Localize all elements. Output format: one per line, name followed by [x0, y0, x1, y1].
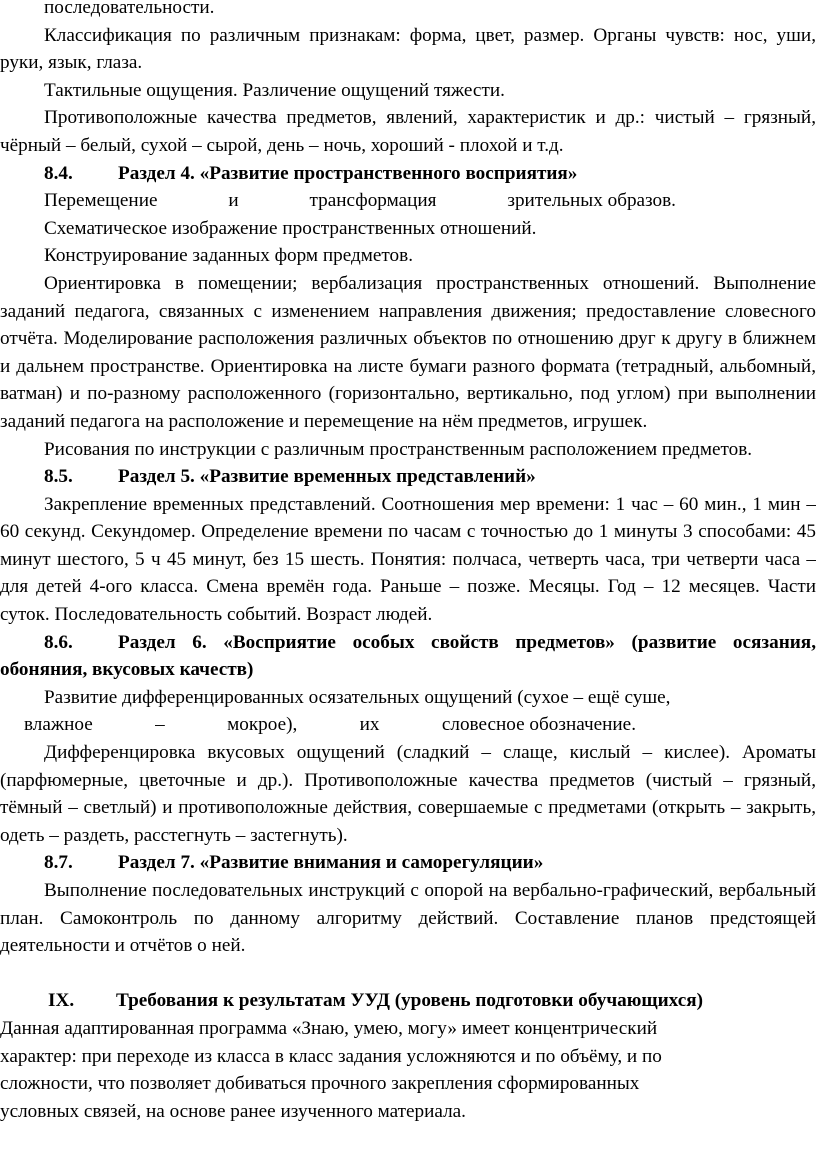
paragraph-opposites: Противоположные качества предметов, явлений, характеристик и др.: чистый – грязный, чёрный – белый, сухой – сырой, день – ночь, хороший - плохой и т.д. [0, 107, 816, 156]
paragraph-tactile-diff: Развитие дифференцированных осязательных ощущений (сухое – ещё суше, [44, 686, 671, 708]
paragraph-classification: Классификация по различным признакам: форма, цвет, размер. Органы чувств: нос, уши, руки, язык, глаза. [0, 24, 816, 74]
section-title: Требования к результатам УУД (уровень подготовки обучающихся) [116, 990, 703, 1012]
word: Перемещение [44, 190, 158, 212]
section-heading-8-7 [0, 849, 816, 877]
section-number: 8.5. [44, 466, 73, 488]
paragraph-time: Закрепление временных представлений. Соотношения мер времени: 1 час – 60 мин., 1 мин – 60 секунд. Секундомер. Определение времени по часам с точностью до 1 минуты 3 способами: 45 минут шестого, 5 ч 45 минут, без 15 шесть. Понятия: полчаса, четверть часа, три четверти часа – для детей 4-ого класса. Смена времён года. Раньше – позже. Месяцы. Год – 12 месяцев. Части суток. Последовательность событий. Возраст людей. [0, 493, 816, 626]
paragraph-transformation [0, 187, 816, 215]
paragraph-construction: Конструирование заданных форм предметов. [44, 245, 413, 267]
section-number: 8.7. [44, 852, 73, 874]
paragraph-program-line: сложности, что позволяет добиваться прочного закрепления сформированных [0, 1073, 640, 1095]
paragraph-orientation: Ориентировка в помещении; вербализация пространственных отношений. Выполнение заданий педагога, связанных с изменением направления движения; предоставление словесного отчёта. Моделирование расположения различных объектов по отношению друг к другу в ближнем и дальнем пространстве. Ориентировка на листе бумаги разного формата (тетрадный, альбомный, ватман) и по-разному расположенного (горизонтально, вертикально, под углом) при выполнении заданий педагога на расположение и перемещение на нём предметов, игрушек. [0, 272, 816, 432]
paragraph-tactile-diff-cont [0, 711, 816, 739]
paragraph-continuation: последовательности. [44, 0, 215, 18]
word: трансформация [309, 190, 437, 212]
section-heading-9 [0, 987, 816, 1015]
paragraph-instructions: Выполнение последовательных инструкций с опорой на вербально-графический, вербальный план. Самоконтроль по данному алгоритму действий. Составление планов предстоящей деятельности и отчётов о ней. [0, 880, 816, 957]
paragraph-schematic: Схематическое изображение пространственных отношений. [44, 217, 537, 239]
section-number: 8.4. [44, 162, 73, 184]
word: мокрое), [227, 714, 298, 736]
word: словесное обозначение. [441, 714, 636, 736]
section-title: Раздел 4. «Развитие пространственного восприятия» [118, 162, 578, 184]
word: зрительных образов. [507, 190, 676, 212]
word: и [228, 190, 239, 212]
word: – [155, 714, 165, 736]
section-title: Раздел 7. «Развитие внимания и саморегуляции» [118, 852, 544, 874]
section-heading-8-6 [0, 629, 816, 684]
section-title: Раздел 6. «Восприятие особых свойств предметов» (развитие осязания, обоняния, вкусовых качеств) [0, 631, 816, 681]
section-number: 8.6. [44, 631, 73, 653]
section-heading-8-5 [0, 463, 816, 491]
section-title: Раздел 5. «Развитие временных представлений» [118, 466, 536, 488]
spacer [0, 960, 816, 988]
paragraph-program-line: Данная адаптированная программа «Знаю, умею, могу» имеет концентрический [0, 1017, 658, 1039]
paragraph-tactile: Тактильные ощущения. Различение ощущений тяжести. [44, 79, 505, 101]
paragraph-program-line: характер: при переходе из класса в класс задания усложняются и по объёму, и по [0, 1045, 662, 1067]
paragraph-drawing: Рисования по инструкции с различным пространственным расположением предметов. [44, 438, 753, 460]
word: влажное [24, 714, 93, 736]
word: их [359, 714, 380, 736]
paragraph-taste: Дифференцировка вкусовых ощущений (сладкий – слаще, кислый – кислее). Ароматы (парфюмерные, цветочные и др.). Противоположные качества предметов (чистый – грязный, тёмный – светлый) и противоположные действия, совершаемые с предметами (открыть – закрыть, одеть – раздеть, расстегнуть – застегнуть). [0, 742, 816, 846]
paragraph-program-line: условных связей, на основе ранее изученного материала. [0, 1100, 466, 1122]
section-number: IX. [48, 990, 75, 1012]
section-heading-8-4 [0, 160, 816, 188]
